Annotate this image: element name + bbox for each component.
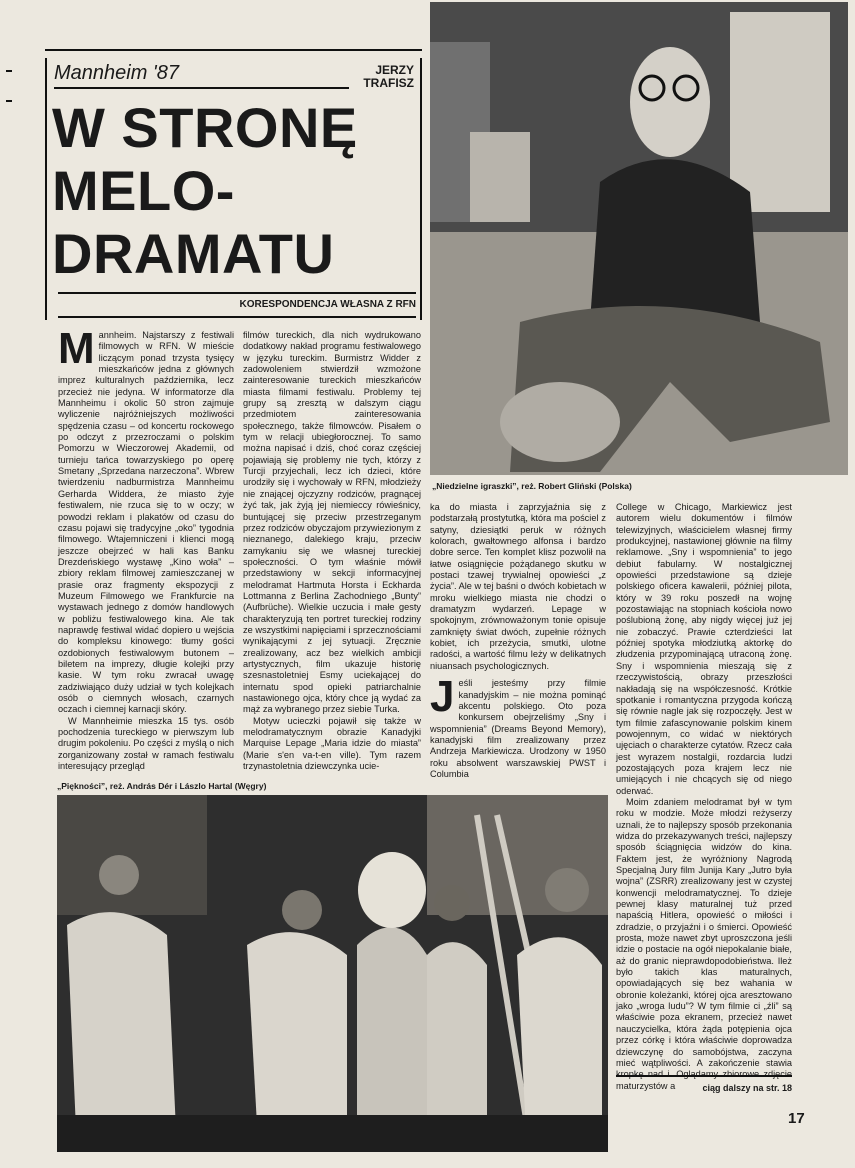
continued-note: ciąg dalszy na str. 18 [702,1083,792,1093]
page-number: 17 [788,1110,805,1127]
paragraph: College w Chicago, Markiewicz jest autorem wielu dokumentów i filmów telewizyjnych, właścicielem własnej firmy produkcyjnej, nastawionej głównie na filmy reklamowe. „Sny i wspomnienia” to jego debiut fabularny. W nostalgicznej opowieści przedstawione są dzieje polskiego oficera kawalerii, później pilota, który w 39 roku poszedł na wojnę pozostawiając na stopniach kościoła nowo poślubioną żonę, aby nigdy więcej już jej nie zobaczyć. Prawie czterdzieści lat później spotyka młodziutką aktorkę do złudzenia przypominającą utraconą żonę. Sny i wspomnienia mieszają się z rzeczywistością, obrazy przeszłości nakładają się na współczesność. Krótkie spotkanie i romantyczna przygoda kończą się równie nagle jak się rozpoczęły. Jest w tym filmie zafascynowanie polskim kinem powojennym, co widać w niektórych ujęciach o charakterze cytatów. Rzecz cała jest wyrazem nostalgii, rozdarcia ludzi pozostających poza krajem lecz nie umiejących i nie chcących się od niego oderwać. [616,502,792,796]
photo-pieknosci [57,795,608,1152]
subtitle: KORESPONDENCJA WŁASNA Z RFN [239,299,416,310]
subtitle-rule [58,292,416,294]
paragraph: filmów tureckich, dla nich wydrukowano dodatkowy nakład programu festiwalowego w języku tureckim. Burmistrz Widder z zadowoleniem stwierdził wzmożone zainteresowanie tureckich mieszkańców miasta filmami festiwalu. Problemy tej grupy są zresztą w dalszym ciągu przedmiotem zainteresowania społecznego, także filmowców. Pisałem o tym w relacji ubiegłorocznej. To samo można napisać i dziś, choć coraz częściej pojawiają się problemy nie tych, którzy z Turcji przyjechali, lecz ich dzieci, które urodziły się i wychowały w RFN, młodzieży nie znającej ojczyzny rodziców, pragnącej żyć tak, jak żyją jej niemieccy rówieśnicy, buntującej się przeciw przestrzeganym przez rodziców obyczajom przywiezionym z nieznanego, dalekiego kraju, przeciw zamykaniu się we własnej tureckiej społeczności. O tym właśnie mówił przedstawiony w sekcji informacyjnej melodramat Hartmuta Horsta i Eckharda Lottmanna z Berlina Zachodniego „Bunty” (Aufbrüche). Wielkie uczucia i małe gesty charakteryzują ten portret tureckiej rodziny ze wszystkimi napięciami i sprzecznościami wynikającymi z jej sytuacji. Zręcznie zrealizowany, acz bez wielkich ambicji artystycznych, film ukazuje historię szesnastoletniej Esmy uciekającej do internatu spod opieki patriarchalnie nastawionego ojca, który chce ją wydać za mąż za wybranego przez siebie Turka. [243,330,421,715]
caption-top-photo: „Niedzielne igraszki”, reż. Robert Gliński (Polska) [432,481,632,491]
paragraph: annheim. Najstarszy z festiwali filmowych w RFN. W mieście liczącym ponad trzysta tysięcy mieszkańców jedna z głównych imprez kulturalnych października, lecz przecież nie jedyna. W informatorze dla Mannheimu i okolic 50 stron zajmuje wyliczenie najróżniejszych możliwości spędzenia czasu – od koncertu rockowego po odczyt z przezroczami o polskim Pomorzu w Wieczorowej Akademii, od turnieju tańca towarzyskiego po operę Smetany „Sprzedana narzeczona”. Wbrew twierdzeniu nadburmistrza Mannheimu Gerharda Widdera, że miasto żyje festiwalem, nie rzuca się to w oczy; w powodzi reklam i plakatów od czasu do czasu pojawi się tradycyjne „oko” tygodnia filmowego. Wtajemniczeni i klienci mogą jeszcze obejrzeć w hali kas Banku Drezdeńskiego wystawę „Kino woła” – zbiory reklam filmowej zamieszczanej w prasie oraz fragmenty ekspozycji z Muzeum Filmowego we Frankfurcie na wystawach jednego z domów handlowych w pobliżu festiwalowego kina. Ale tak naprawdę festiwal widać dopiero u wejścia do kompleksu kinowego: tłumy gości ozdobionych festiwalowym butonem – biletem na imprezy, długie kolejki przy kasie. W tym roku zwracał uwagę zadziwiająco duży udział w tych kolejkach osób o ciemnych włosach, czarnych oczach i ciemnej karnacji skóry. [58,330,234,715]
footer-rule [616,1075,792,1077]
section-label: Mannheim '87 [54,62,179,84]
headline-line-1: W STRONĘ [52,96,358,159]
article-column-2 [243,330,421,776]
paragraph: Motyw ucieczki pojawił się także w melodramatycznym obrazie Kanadyjki Marquise Lepage „Maria idzie do miasta” (Marie s'en va-t-en ville). Tym razem trzynastoletnia dziewczynka ucie- [243,715,421,772]
margin-mark [6,100,12,102]
dropcap-m: M [58,324,95,373]
header-right-rule [420,58,422,320]
photo-niedzielne-igraszki [430,2,848,475]
paragraph: W Mannheimie mieszka 15 tys. osób pochodzenia tureckiego w pierwszym lub drugim pokoleniu. Po części z myślą o nich zorganizowany został w ramach festiwalu interesujący przegląd [58,715,234,772]
paragraph: ka do miasta i zaprzyjaźnia się z podstarzałą prostytutką, która ma pościel z satyny, dziesiątki peruk w różnych kolorach, gwałtownego alfonsa i bardzo dobre serce. Ten komplet klisz pozwolił na łatwe osiągnięcie pożądanego skutku w postaci tzawej trywialnej opowieści „z życia”. Ale w tej baśni o dwóch kobietach w mroku wielkiego miasta nie chodzi o dramatyzm wydarzeń. Lepage w spokojnym, zrównoważonym tonie opisuje zamknięty świat dwóch, zupełnie różnych kobiet, ich przeżycia, smutki, ulotne radości, a wartość filmu leży w delikatnych niuansach psychologicznych. [430,502,606,671]
paragraph: eśli jesteśmy przy filmie kanadyjskim – nie można pominąć akcentu polskiego. Oto poza konkursem obejrzeliśmy „Sny i wspomnienia” (Dreams Beyond Memory), kanadyjski film zrealizowany przez Andrzeja Markiewicza. Urodzony w 1950 roku absolwent warszawskiej PWST i Columbia [430,678,606,779]
subtitle-rule-bottom [58,316,416,318]
author-byline: JERZY TRAFISZ [363,63,414,90]
article-column-3 [430,502,606,779]
section-underline [54,87,349,89]
caption-bottom-photo: „Piękności”, reż. András Dér i Lászlo Hartal (Węgry) [57,781,267,791]
paragraph: Moim zdaniem melodramat był w tym roku w modzie. Może młodzi reżyserzy uznali, że to najlepszy sposób przekonania widza do przekazywanych treści, najlepszy sposób ściągnięcia widzów do kina. Faktem jest, że wyróżniony Nagrodą Specjalną Jury film Junija Kary „Jutro była wojna” (ZSRR) zrealizowany jest w czystej konwencji melodramatycznej. To dzieje pewnej klasy maturalnej tuż przed napaścią Hitlera, opowieść o miłości i zdradzie, o przyjaźni i o śmierci. Opowieść prosta, może nawet zbyt uproszczona jeśli idzie o postacie na ogół niepokalanie białe, aż do granic nieprawdopodobieństwa. Ileż było takich klas maturalnych, opowiadających się bez wahania w obronie koleżanki, której ojca aresztowano jako „wroga ludu”? W tym filmie ci „źli” są właściwie poza ekranem, przecież nawet nauczycielka, która żąda potępienia ojca przez córkę i która właściwie doprowadza dziewczynę do samobójstwa, zaczyna mieć wątpliwości. A zakończenie stawia maturzystów a [616,796,792,1091]
margin-mark [6,70,12,72]
header-top-rule [45,49,422,51]
dropcap-j: J [430,672,455,722]
header-left-rule [45,58,47,320]
headline-line-2: MELO- [52,159,235,222]
article-column-1 [58,324,234,776]
headline-line-3: DRAMATU [52,222,335,285]
